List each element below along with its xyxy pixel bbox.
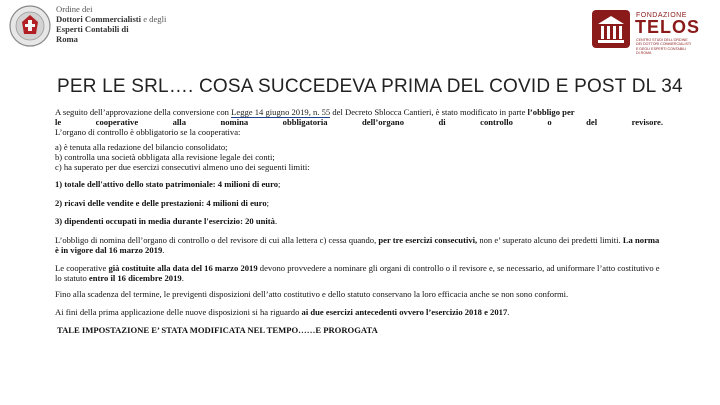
w-cooperative: cooperative [95, 116, 139, 127]
w-nomina: nomina [220, 116, 249, 127]
w-controllo: controllo [480, 116, 513, 127]
odcec-name [56, 4, 166, 44]
paragraph-intro [55, 108, 663, 137]
list-item: a) è tenuta alla redazione del bilancio consolidato; [55, 142, 228, 153]
slide-body [55, 108, 663, 336]
paragraph-transition: Fino alla scadenza del termine, le previgenti disposizioni dell’atto costitutivo e dello statuto conservano la loro efficacia anche se non sono conformi. [55, 289, 569, 300]
p5-text-c: . [507, 307, 510, 318]
telos-logo [592, 8, 714, 54]
limit-2-tail: ; [266, 197, 270, 208]
limit-3-tail: . [274, 216, 278, 227]
list-item: b) controlla una società obbligata alla revisione legale dei conti; [55, 152, 275, 163]
p3-text-b: devono provvedere a nominare gli organi di controllo o il revisore e, se necessario, ad uniformare l’atto costitutivo e lo statuto [55, 262, 660, 283]
w-revisore: revisore. [631, 116, 664, 127]
p2-text-c: . [162, 244, 165, 255]
w-le: le [55, 116, 62, 127]
p3-text-c: . [181, 272, 184, 283]
intro-line-3: L’organo di controllo è obbligatorio se la cooperativa: [55, 126, 241, 137]
limit-3 [55, 217, 663, 227]
odcec-logo [8, 4, 166, 48]
telos-fondazione: FONDAZIONE [636, 12, 687, 19]
paragraph-existing [55, 264, 663, 284]
odcec-line-1: Ordine dei [56, 4, 93, 14]
w-di: di [438, 116, 446, 127]
odcec-line-4-text: Roma [56, 34, 78, 44]
odcec-line-4 [56, 34, 166, 44]
telos-temple-icon [592, 10, 630, 48]
paragraph-cessation [55, 236, 663, 256]
limit-1-text: 1) totale dell'attivo dello stato patrimoniale: 4 milioni di euro [55, 178, 279, 189]
w-o: o [547, 116, 552, 127]
p2-bold: per tre esercizi consecutivi, [378, 235, 478, 246]
law-link[interactable]: Legge 14 giugno 2019, n. 55 [231, 107, 331, 117]
p5-bold: ai due esercizi antecedenti ovvero l’esercizio 2018 e 2017 [301, 307, 508, 318]
slide-title: PER LE SRL…. COSA SUCCEDEVA PRIMA DEL COVID E POST DL 34 [57, 76, 683, 97]
p2-text-b: non e’ superato alcuno dei predetti limiti. [477, 235, 623, 246]
p5-text-a: Ai fini della prima applicazione delle nuove disposizioni si ha riguardo [55, 307, 302, 318]
conditions-list [55, 143, 663, 172]
w-organo: dell’organo [362, 116, 405, 127]
w-del: del [586, 116, 598, 127]
p2-text-a: L’obbligo di nomina dell’organo di controllo o del revisore di cui alla lettera c) cessa quando, [55, 235, 379, 246]
w-alla: alla [172, 116, 186, 127]
paragraph-first-application [55, 308, 663, 318]
limit-1-tail: ; [278, 178, 281, 189]
telos-sub-3: E DEGLI ESPERTI CONTABILI [636, 46, 687, 51]
telos-subtitle [636, 38, 712, 56]
p3-bold: già costituite alla data del 16 marzo 2019 [108, 262, 258, 273]
odcec-line-2b: e degli [143, 14, 167, 24]
p3-text-a: Le cooperative [55, 262, 109, 273]
w-obbligatoria: obbligatoria [282, 116, 328, 127]
odcec-line-2a: Dottori Commercialisti [56, 14, 142, 24]
telos-sub-4: DI ROMA [636, 51, 652, 56]
telos-name: TELOS [635, 17, 701, 37]
limit-3-text: 3) dipendenti occupati in media durante l'esercizio: 20 unità [55, 216, 275, 227]
limit-1 [55, 180, 663, 190]
intro-text-a: A seguito dell’approvazione della conversione con [55, 107, 232, 117]
telos-sub-1: CENTRO STUDI DELL'ORDINE [636, 38, 688, 42]
telos-sub-2: DEI DOTTORI COMMERCIALISTI [636, 42, 692, 47]
odcec-seal-icon [8, 4, 52, 48]
odcec-line-3-text: Esperti Contabili di [56, 24, 129, 34]
intro-text-b: del Decreto Sblocca Cantieri, è stato modificato in parte [330, 107, 528, 117]
limit-2 [55, 199, 663, 209]
list-item: c) ha superato per due esercizi consecutivi almeno uno dei seguenti limiti: [55, 161, 310, 172]
p3-bold-2: entro il 16 dicembre 2019 [88, 272, 182, 283]
closing-statement: TALE IMPOSTAZIONE E’ STATA MODIFICATA NEL TEMPO……E PROROGATA [57, 324, 378, 335]
limit-2-text: 2) ricavi delle vendite e delle prestazioni: 4 milioni di euro [55, 197, 267, 208]
p2-bold-2: La norma è in vigore dal 16 marzo 2019 [55, 235, 660, 255]
intro-bold: l’obbligo per [527, 107, 575, 117]
odcec-line-2 [56, 14, 166, 24]
odcec-line-3 [56, 24, 166, 34]
